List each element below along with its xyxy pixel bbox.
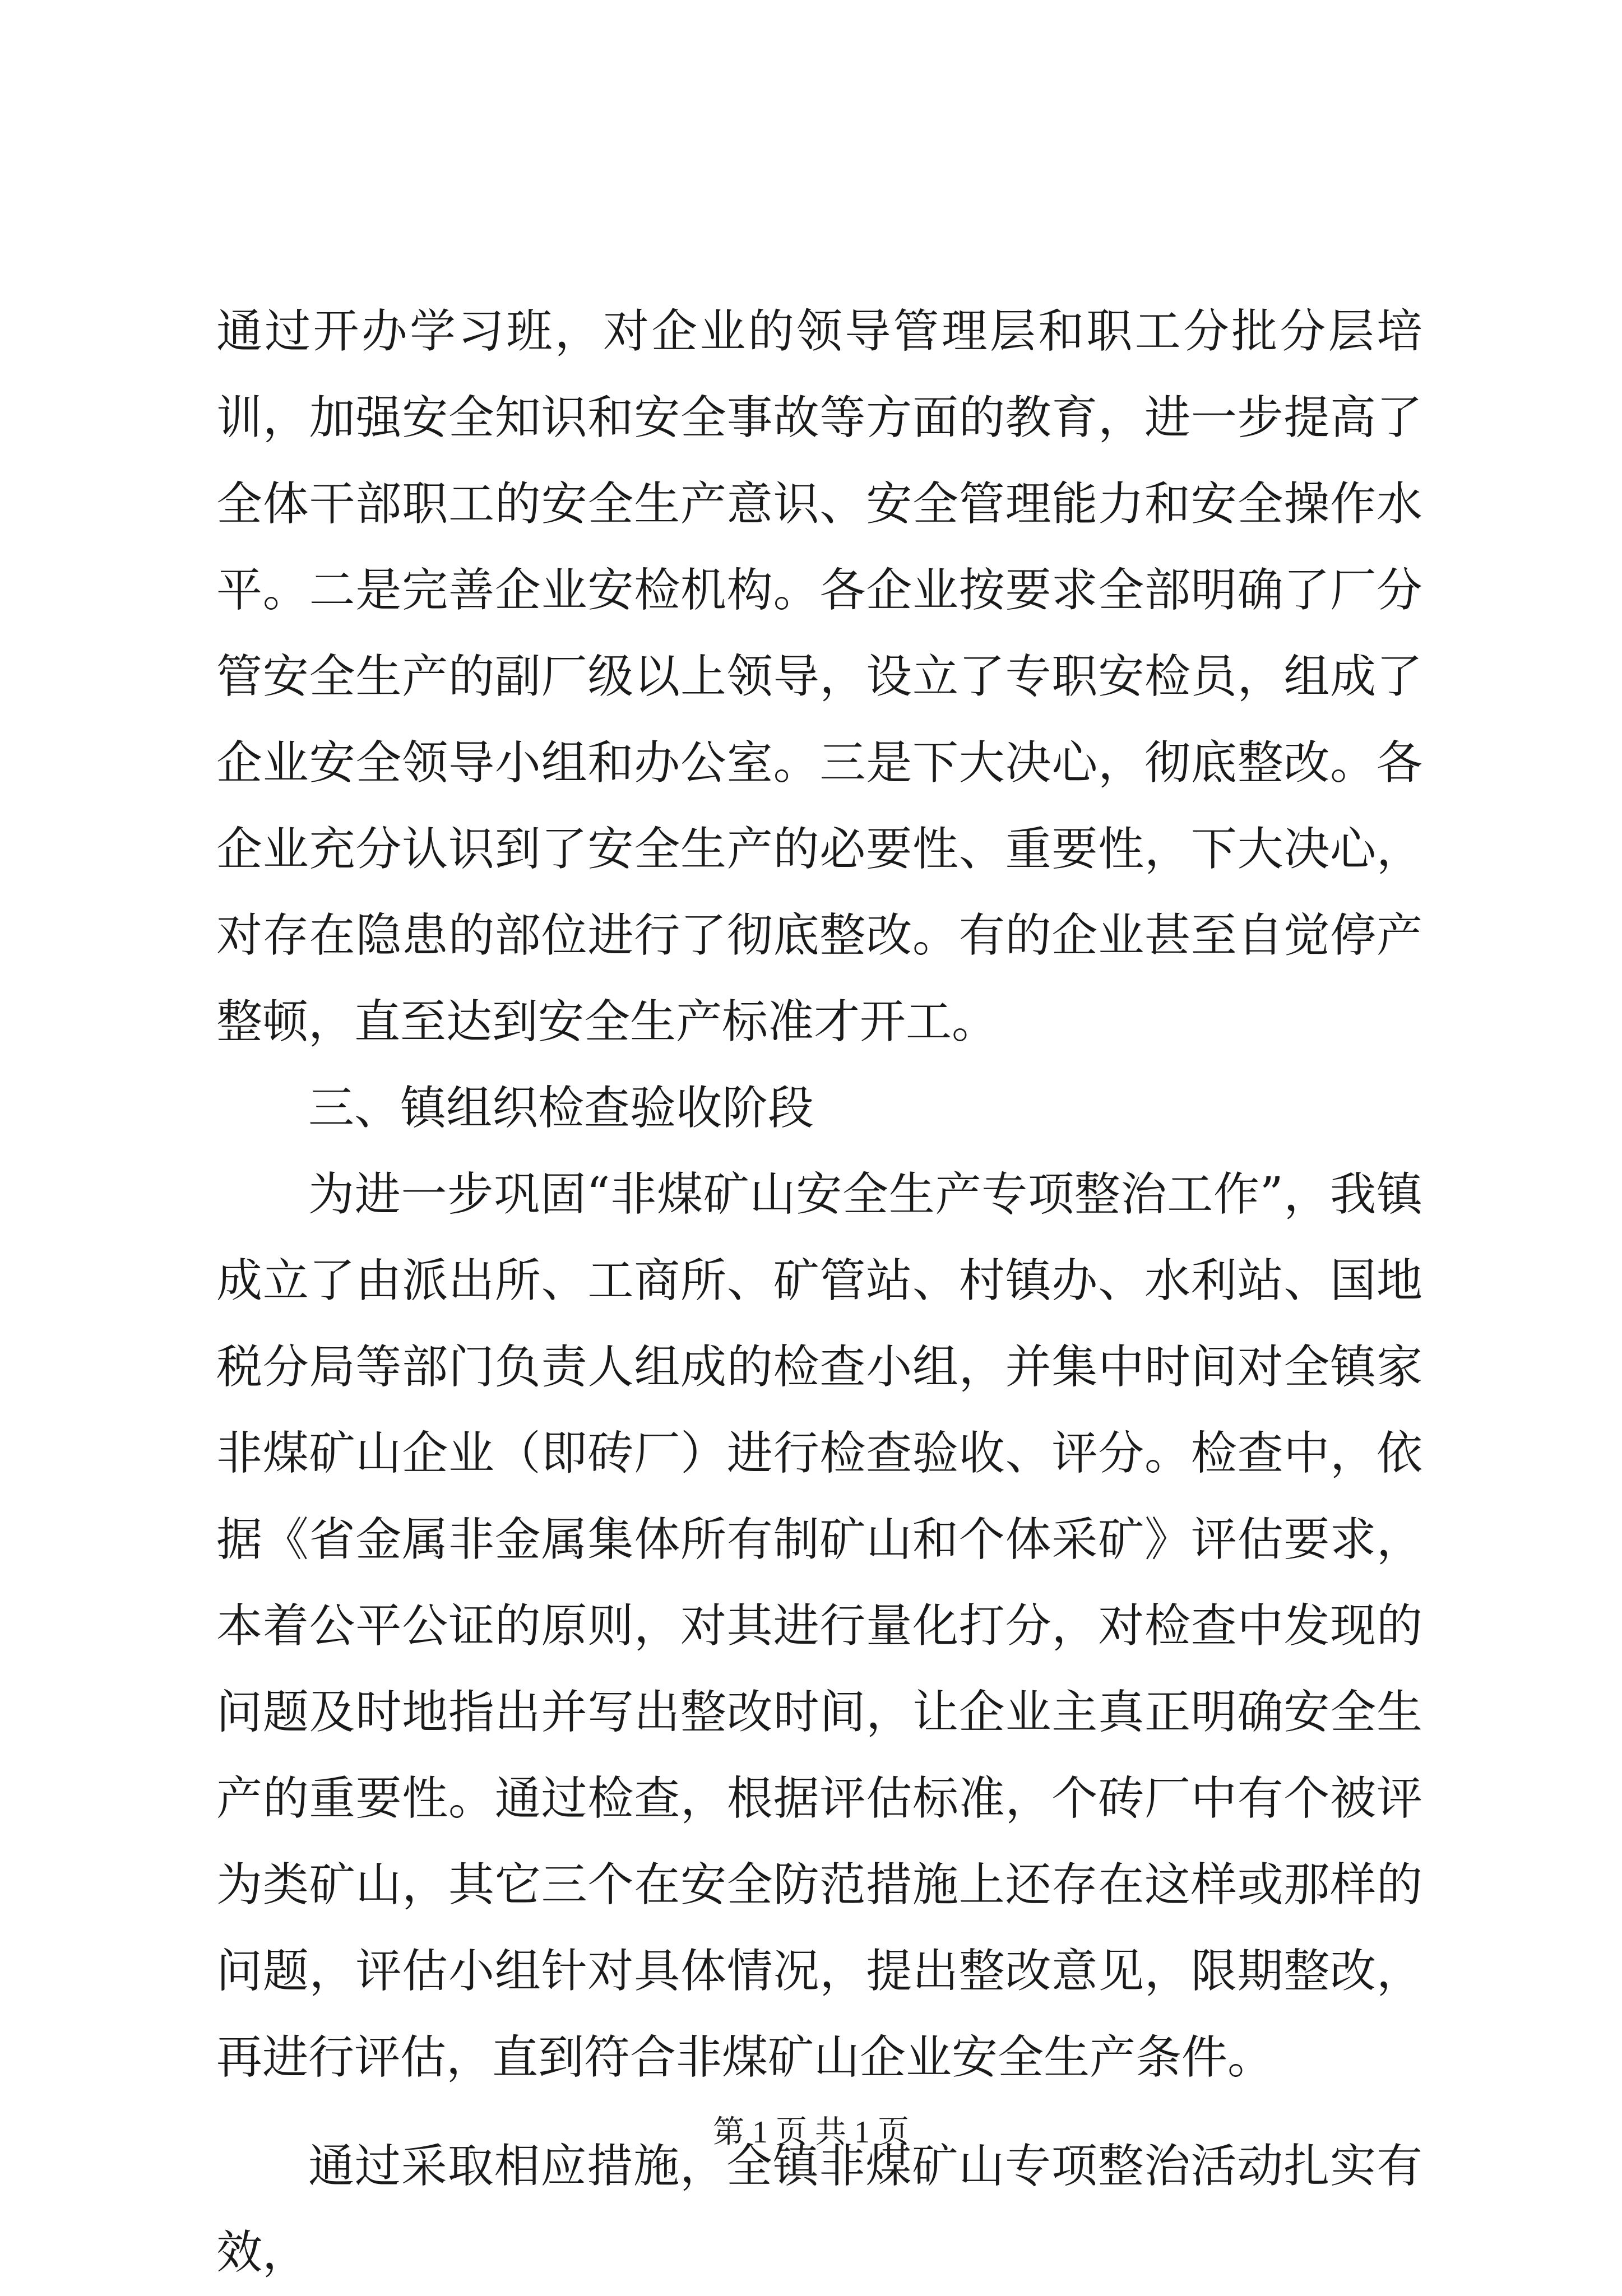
paragraph-training: 通过开办学习班，对企业的领导管理层和职工分批分层培训，加强安全知识和安全事故等方面的教育，进一步提高了全体干部职工的安全生产意识、安全管理能力和安全操作水平。二是完善企业安检机构。各企业按要求全部明确了厂分管安全生产的副厂级以上领导，设立了专职安检员，组成了企业安全领导小组和办公室。三是下大决心，彻底整改。各企业充分认识到了安全生产的必要性、重要性，下大决心，对存在隐患的部位进行了彻底整改。有的企业甚至自觉停产整顿，直至达到安全生产标准才开工。 xyxy=(216,305,1422,1049)
page-footer: 第 1 页 共 1 页 xyxy=(713,2115,909,2150)
document-body xyxy=(216,289,1422,2296)
paragraph-conclusion: 通过采取相应措施，全镇非煤矿山专项整治活动扎实有效， xyxy=(216,2140,1422,2279)
paragraph-inspection: 为进一步巩固“非煤矿山安全生产专项整治工作”，我镇成立了由派出所、工商所、矿管站、村镇办、水利站、国地税分局等部门负责人组成的检查小组，并集中时间对全镇家非煤矿山企业（即砖厂）进行检查验收、评分。检查中，依据《省金属非金属集体所有制矿山和个体采矿》评估要求，本着公平公证的原则，对其进行量化打分，对检查中发现的问题及时地指出并写出整改时间，让企业主真正明确安全生产的重要性。通过检查，根据评估标准，个砖厂中有个被评为类矿山，其它三个在安全防范措施上还存在这样或那样的问题，评估小组针对具体情况，提出整改意见，限期整改，再进行评估，直到符合非煤矿山企业安全生产条件。 xyxy=(216,1168,1422,2084)
section-heading-inspection: 三、镇组织检查验收阶段 xyxy=(308,1082,814,1135)
